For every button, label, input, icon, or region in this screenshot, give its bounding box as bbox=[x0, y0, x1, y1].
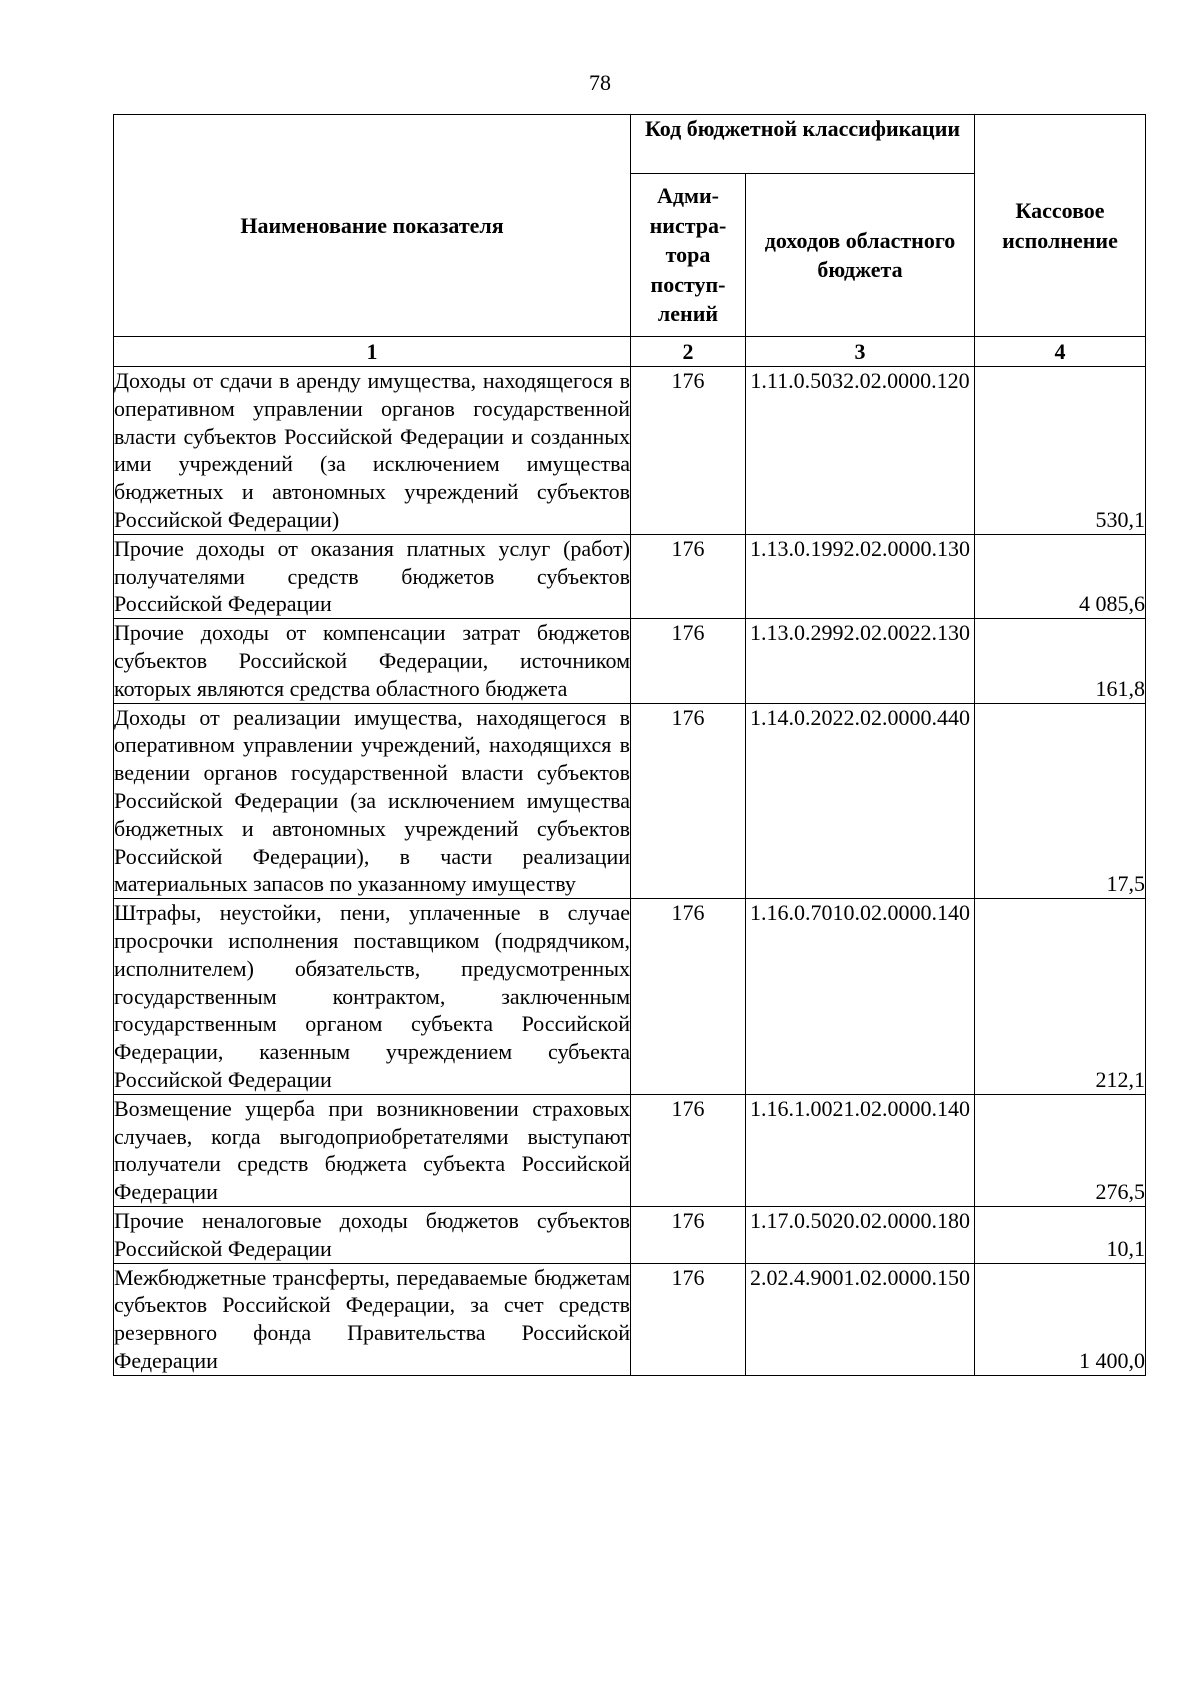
row-admin-code: 176 bbox=[631, 1263, 746, 1375]
header-income-code: доходов областного бюджета bbox=[746, 174, 975, 337]
row-name: Доходы от реализации имущества, находящегося в оперативном управлении учреждений, находящихся в ведении органов государственной власти субъектов Российской Федерации (за исключением имущества бюджетных и автономных учреждений субъектов Российской Федерации), в части реализации материальных запасов по указанному имуществу bbox=[114, 703, 631, 899]
column-number: 3 bbox=[746, 337, 975, 367]
row-income-code: 1.11.0.5032.02.0000.120 bbox=[746, 367, 975, 535]
row-admin-code: 176 bbox=[631, 703, 746, 899]
row-admin-code: 176 bbox=[631, 534, 746, 618]
column-number: 2 bbox=[631, 337, 746, 367]
row-name: Межбюджетные трансферты, передаваемые бюджетам субъектов Российской Федерации, за счет средств резервного фонда Правительства Российской Федерации bbox=[114, 1263, 631, 1375]
table-row bbox=[114, 1094, 1146, 1206]
column-number: 4 bbox=[975, 337, 1146, 367]
row-amount: 4 085,6 bbox=[975, 534, 1146, 618]
row-amount: 212,1 bbox=[975, 899, 1146, 1095]
table-row bbox=[114, 367, 1146, 535]
row-income-code: 2.02.4.9001.02.0000.150 bbox=[746, 1263, 975, 1375]
row-income-code: 1.17.0.5020.02.0000.180 bbox=[746, 1206, 975, 1263]
row-name: Прочие неналоговые доходы бюджетов субъектов Российской Федерации bbox=[114, 1206, 631, 1263]
row-amount: 530,1 bbox=[975, 367, 1146, 535]
row-name: Доходы от сдачи в аренду имущества, находящегося в оперативном управлении органов государственной власти субъектов Российской Федерации и созданных ими учреждений (за исключением имущества бюджетных и автономных учреждений субъектов Российской Федерации) bbox=[114, 367, 631, 535]
header-budget-code-group: Код бюджетной классификации bbox=[631, 115, 975, 174]
row-admin-code: 176 bbox=[631, 1094, 746, 1206]
row-income-code: 1.16.1.0021.02.0000.140 bbox=[746, 1094, 975, 1206]
page-number: 78 bbox=[589, 70, 611, 95]
row-amount: 1 400,0 bbox=[975, 1263, 1146, 1375]
row-amount: 17,5 bbox=[975, 703, 1146, 899]
table-row bbox=[114, 1263, 1146, 1375]
row-income-code: 1.13.0.1992.02.0000.130 bbox=[746, 534, 975, 618]
row-admin-code: 176 bbox=[631, 899, 746, 1095]
row-amount: 276,5 bbox=[975, 1094, 1146, 1206]
row-admin-code: 176 bbox=[631, 1206, 746, 1263]
table-row bbox=[114, 703, 1146, 899]
table-row bbox=[114, 899, 1146, 1095]
row-income-code: 1.16.0.7010.02.0000.140 bbox=[746, 899, 975, 1095]
row-name: Прочие доходы от оказания платных услуг (работ) получателями средств бюджетов субъектов Российской Федерации bbox=[114, 534, 631, 618]
row-income-code: 1.14.0.2022.02.0000.440 bbox=[746, 703, 975, 899]
row-name: Штрафы, неустойки, пени, уплаченные в случае просрочки исполнения поставщиком (подрядчиком, исполнителем) обязательств, предусмотренных государственным контрактом, заключенным государственным органом субъекта Российской Федерации, казенным учреждением субъекта Российской Федерации bbox=[114, 899, 631, 1095]
row-admin-code: 176 bbox=[631, 367, 746, 535]
row-income-code: 1.13.0.2992.02.0022.130 bbox=[746, 619, 975, 703]
table-row bbox=[114, 534, 1146, 618]
row-amount: 161,8 bbox=[975, 619, 1146, 703]
header-administrator: Адми-нистра-тора поступ-лений bbox=[631, 174, 746, 337]
column-number: 1 bbox=[114, 337, 631, 367]
row-name: Возмещение ущерба при возникновении страховых случаев, когда выгодоприобретателями выступают получатели средств бюджета субъекта Российской Федерации bbox=[114, 1094, 631, 1206]
budget-revenue-table bbox=[113, 114, 1146, 1376]
table-row bbox=[114, 1206, 1146, 1263]
header-indicator-name: Наименование показателя bbox=[114, 115, 631, 337]
row-admin-code: 176 bbox=[631, 619, 746, 703]
row-amount: 10,1 bbox=[975, 1206, 1146, 1263]
header-cash-execution: Кассовое исполнение bbox=[975, 115, 1146, 337]
table-row bbox=[114, 619, 1146, 703]
row-name: Прочие доходы от компенсации затрат бюджетов субъектов Российской Федерации, источником которых являются средства областного бюджета bbox=[114, 619, 631, 703]
